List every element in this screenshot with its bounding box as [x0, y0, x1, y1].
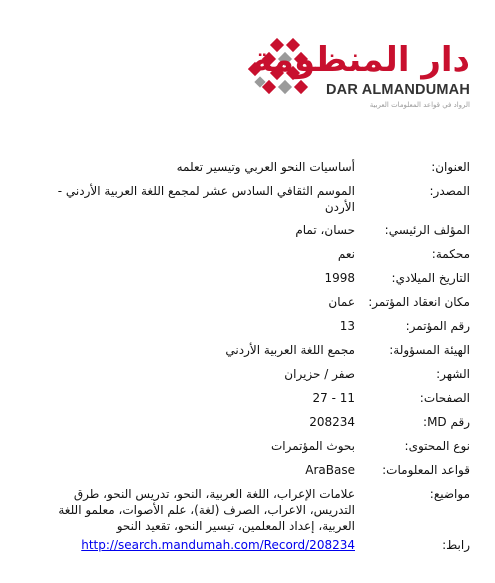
responsible-body-label: الهيئة المسؤولة: [389, 343, 470, 357]
conference-place-label: مكان انعقاد المؤتمر: [368, 295, 470, 309]
month-label: الشهر: [436, 367, 470, 381]
main-author-value: حسان، تمام [295, 223, 355, 237]
conference-number-label: رقم المؤتمر: [405, 319, 470, 333]
logo-english-name: DAR ALMANDUMAH [326, 82, 471, 98]
content-type-label: نوع المحتوى: [404, 439, 470, 453]
link-value [50, 537, 355, 553]
logo-tagline: الرواد في قواعد المعلومات العربية [369, 101, 470, 109]
databases-value: AraBase [305, 463, 355, 477]
conference-place-value: عمان [328, 295, 355, 309]
md-number-label: رقم MD: [423, 415, 470, 429]
date-value: 1998 [324, 271, 355, 285]
main-author-label: المؤلف الرئيسي: [384, 223, 470, 237]
subjects-value: علامات الإعراب، اللغة العربية، النحو، تدريس النحو، طرق التدريس، الاعراب، الصرف (لغة)، علم الأصوات، معلمو اللغة العربية، إعداد المعلمين، تيسير النحو، تقعيد النحو [58, 487, 355, 533]
conference-number-value: 13 [339, 319, 355, 333]
link-label: رابط: [442, 538, 470, 552]
content-type-value: بحوث المؤتمرات [270, 439, 355, 453]
peer-reviewed-label: محكمة: [431, 247, 470, 261]
month-value: صفر / حزيران [284, 367, 355, 381]
title-label: العنوان: [431, 160, 470, 174]
date-label: التاريخ الميلادي: [391, 271, 470, 285]
pages-label: الصفحات: [419, 391, 470, 405]
subjects-label: مواضيع: [429, 487, 470, 501]
peer-reviewed-value: نعم [337, 247, 355, 261]
title-value: أساسيات النحو العربي وتيسير تعلمه [176, 160, 355, 174]
logo-arabic-name: دار المنظومة [252, 40, 470, 80]
pages-value: 11 - 27 [312, 391, 355, 405]
source-value: الموسم الثقافي السادس عشر لمجمع اللغة العربية الأردني - الأردن [57, 184, 355, 214]
md-number-value: 208234 [309, 415, 355, 429]
responsible-body-value: مجمع اللغة العربية الأردني [225, 343, 355, 357]
source-label: المصدر: [429, 184, 470, 198]
databases-label: قواعد المعلومات: [382, 463, 470, 477]
record-link[interactable]: http://search.mandumah.com/Record/208234 [81, 538, 355, 552]
